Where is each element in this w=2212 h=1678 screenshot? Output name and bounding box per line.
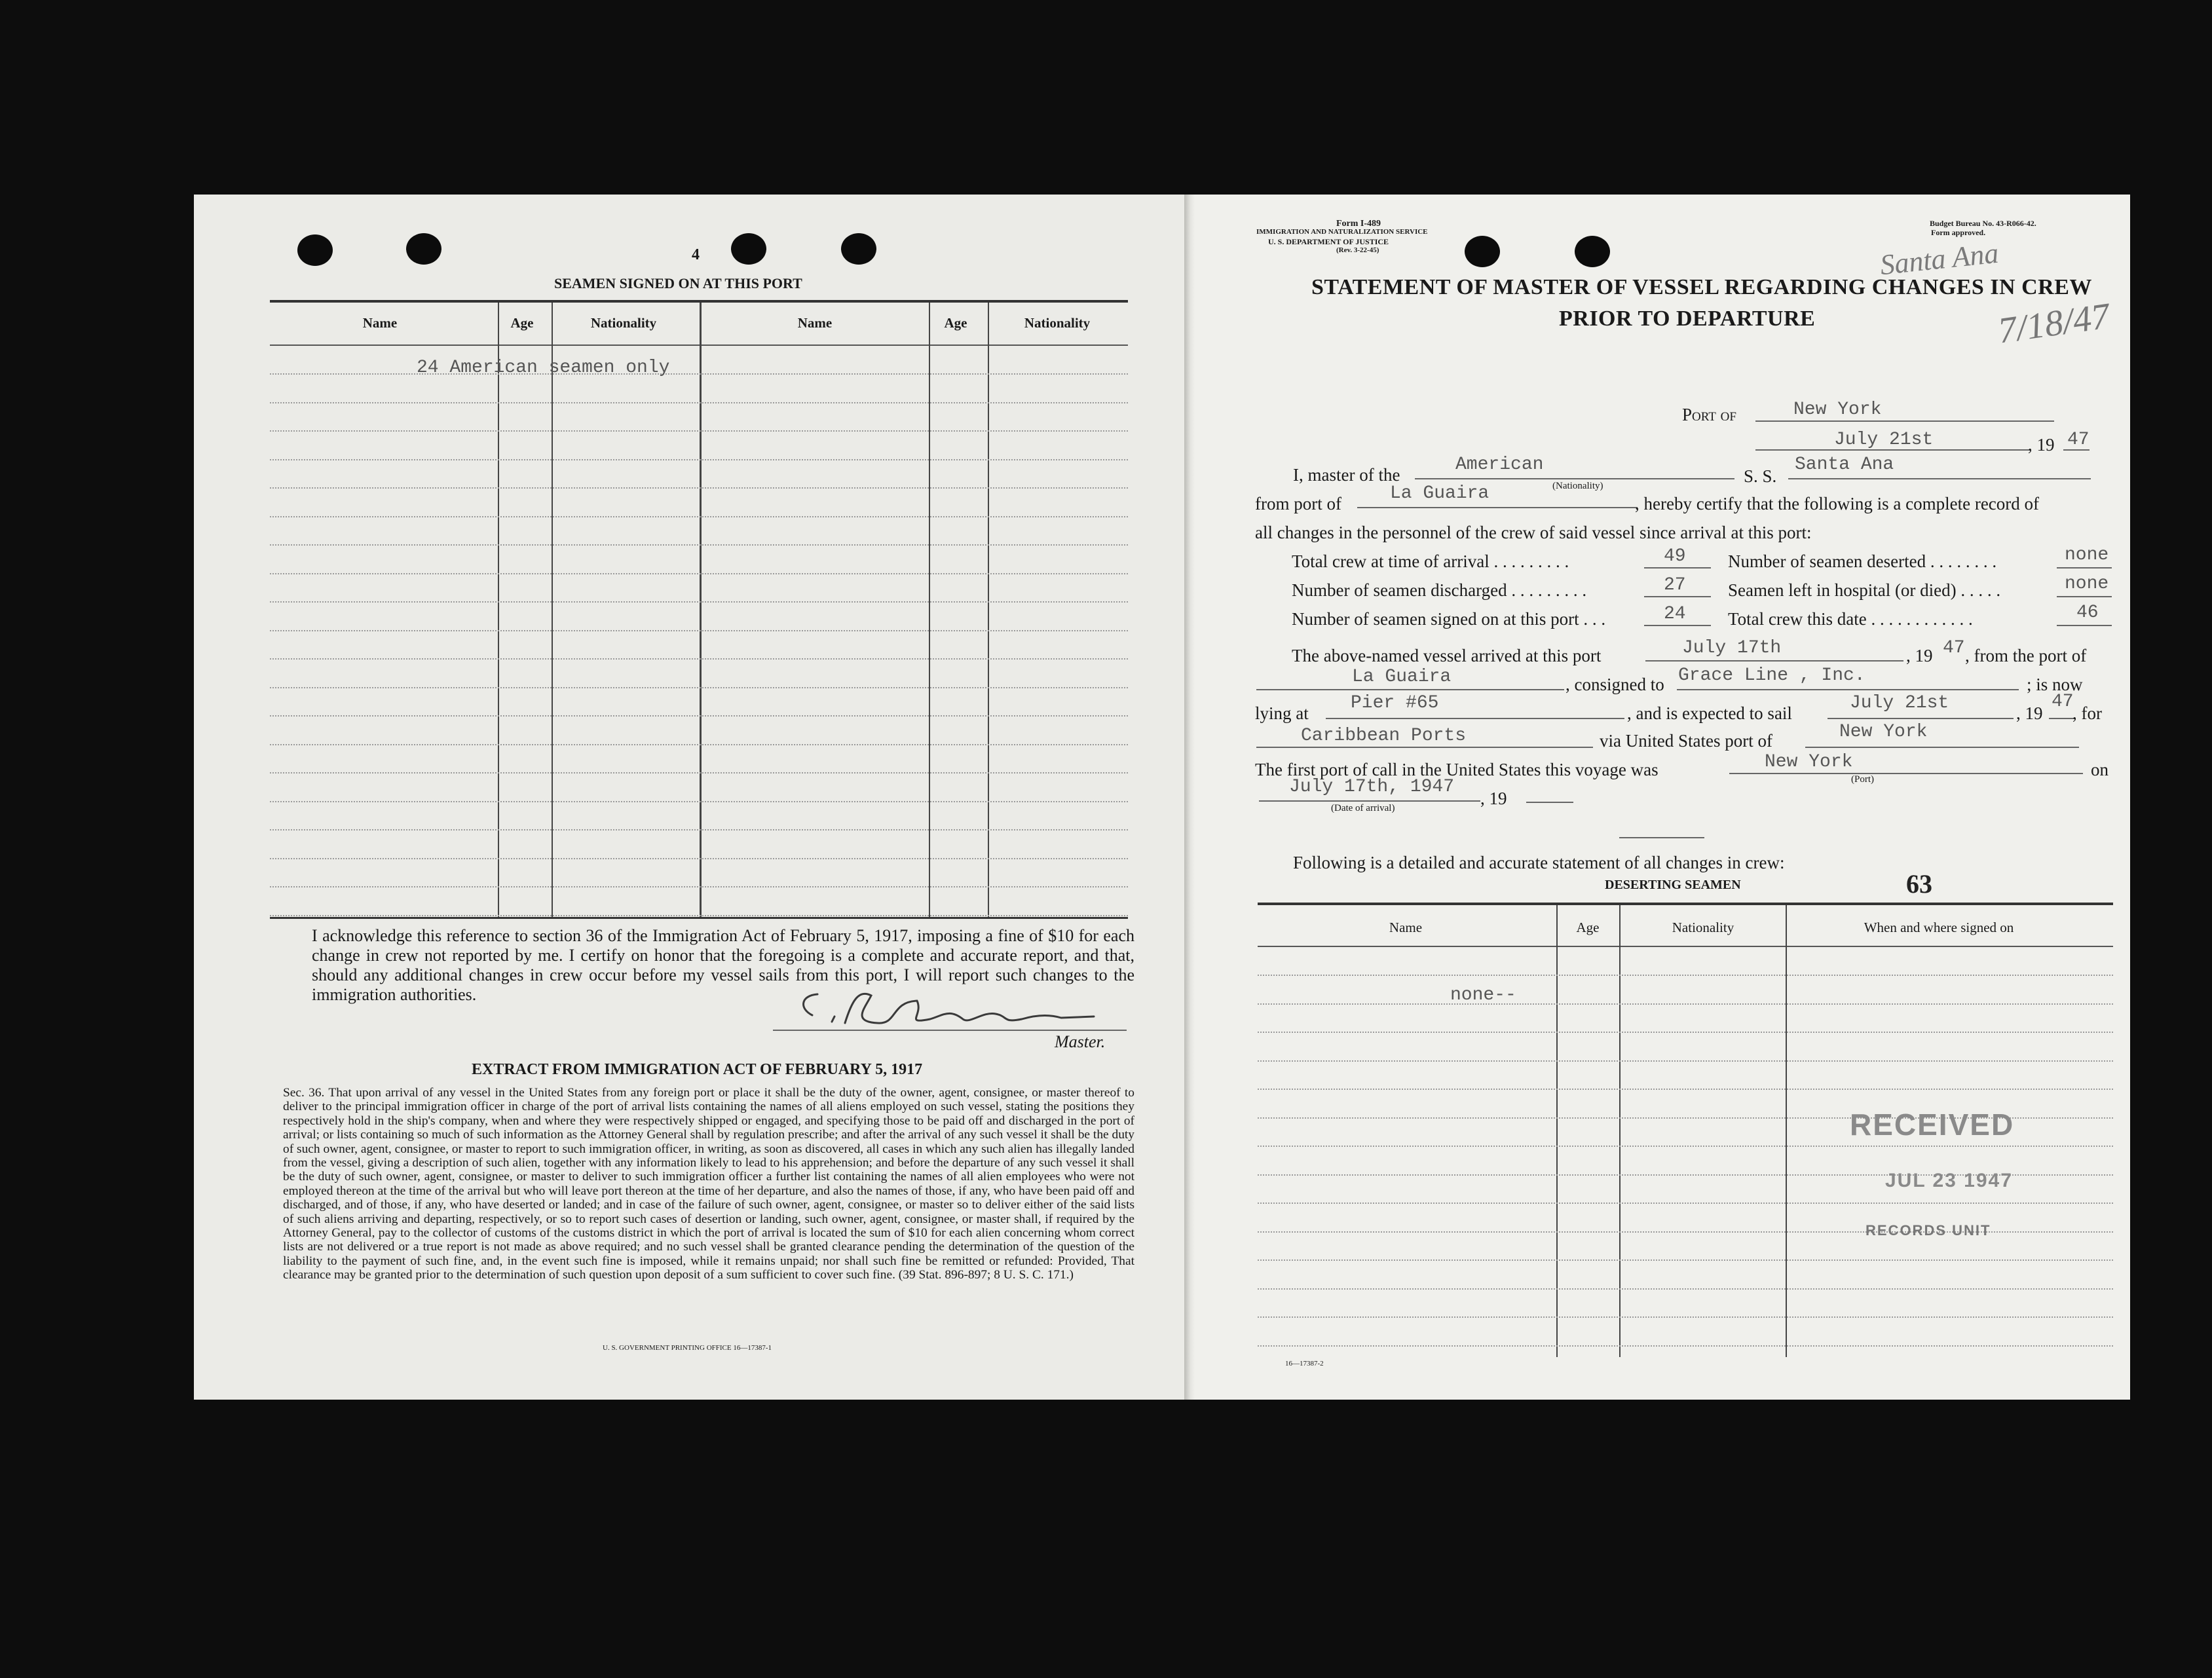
nationality-caption: (Nationality): [1552, 481, 1603, 491]
deserting-col-name: Name: [1389, 920, 1423, 935]
arrived-year-prefix: , 19: [1906, 646, 1933, 665]
following-text: Following is a detailed and accurate statement of all changes in crew:: [1293, 853, 1785, 872]
sail-year-underline: [2049, 718, 2075, 719]
deserting-row-line: [1258, 1089, 2113, 1090]
deserting-row-line: [1258, 1316, 2113, 1318]
first-port-underline: [1729, 773, 2083, 774]
col-divider: [498, 303, 499, 918]
nationality-value: American: [1455, 455, 1544, 475]
punch-hole: [1465, 236, 1500, 267]
right-page: [1190, 195, 2130, 1400]
table-row-line: [270, 487, 1128, 489]
is-now-label: ; is now: [2027, 675, 2083, 694]
table-row-line: [270, 573, 1128, 574]
via-underline: [1805, 747, 2079, 748]
signature-line: [773, 1030, 1127, 1031]
col-divider: [929, 303, 930, 918]
deserting-row-line: [1258, 1032, 2113, 1033]
form-title-line-2: PRIOR TO DEPARTURE: [1559, 307, 1816, 331]
budget-line-2: Form approved.: [1931, 228, 1986, 237]
separator-rule: [1619, 837, 1704, 838]
master-label: Master.: [1055, 1032, 1106, 1051]
stat-underline: [1644, 596, 1711, 597]
from-port-label: from port of: [1255, 494, 1341, 513]
discharged-value: 27: [1664, 575, 1686, 595]
deserting-row-line: [1258, 975, 2113, 976]
table-row-line: [270, 544, 1128, 546]
deserting-entry: none--: [1450, 985, 1516, 1005]
hospital-value: none: [2065, 574, 2109, 594]
acknowledgment-text: I acknowledge this reference to section 36 of the Immigration Act of February 5, 1917, imposing a fine of $10 for each change in crew not reported by me. I certify on honor that the foregoing is a complete and accurate report, and that, should any additional changes in crew occur before my vessel sails from this port, I will report such changes to the immigration authorities.: [312, 926, 1134, 1004]
table-row-line: [270, 772, 1128, 774]
page-number: 4: [692, 246, 700, 263]
table-row-line: [270, 915, 1128, 916]
signed-on-entry: 24 American seamen only: [417, 358, 670, 378]
sail-underline: [1828, 718, 2014, 719]
stat-underline: [2057, 567, 2112, 569]
for-label: , for: [2072, 703, 2102, 723]
table-row-line: [270, 459, 1128, 460]
pier-value: Pier #65: [1351, 693, 1439, 713]
total-arrival-value: 49: [1664, 546, 1686, 567]
section-title: SEAMEN SIGNED ON AT THIS PORT: [554, 275, 802, 291]
deserting-row-line: [1258, 1146, 2113, 1147]
col-header-age: Age: [510, 315, 534, 331]
total-arrival-label: Total crew at time of arrival . . . . . . . . .: [1292, 551, 1569, 571]
port-underline: [1755, 420, 2054, 422]
arrived-from-value: La Guaira: [1352, 667, 1452, 687]
punch-hole: [731, 233, 766, 265]
deserted-label: Number of seamen deserted . . . . . . . .: [1728, 551, 1997, 571]
col-header-name-2: Name: [797, 315, 833, 331]
nationality-underline: [1415, 478, 1734, 479]
total-date-value: 46: [2076, 603, 2099, 623]
port-caption: (Port): [1851, 774, 1874, 785]
table-row-line: [270, 715, 1128, 717]
sail-year-prefix: , 19: [2016, 703, 2043, 723]
table-bottom-rule: [270, 917, 1128, 919]
col-header-name: Name: [362, 315, 398, 331]
table-row-line: [270, 829, 1128, 830]
destination-underline: [1256, 747, 1593, 748]
total-date-label: Total crew this date . . . . . . . . . . . .: [1728, 609, 1973, 629]
pier-underline: [1326, 718, 1624, 719]
arrived-from-underline: [1256, 689, 1564, 690]
consigned-label: , consigned to: [1565, 675, 1664, 694]
budget-line-1: Budget Bureau No. 43-R066-42.: [1930, 219, 2036, 228]
handwritten-number: 63: [1906, 869, 1932, 899]
col-divider: [552, 303, 553, 918]
year-prefix: , 19: [2028, 435, 2055, 455]
table-row-line: [270, 858, 1128, 859]
col-header-nationality-2: Nationality: [1024, 315, 1091, 331]
arrived-date: July 17th: [1682, 638, 1782, 658]
deserting-title: DESERTING SEAMEN: [1605, 878, 1741, 892]
page-gutter: [1184, 195, 1195, 1400]
table-row-line: [270, 658, 1128, 660]
destination-value: Caribbean Ports: [1301, 726, 1467, 746]
right-footer-code: 16—17387-2: [1285, 1360, 1324, 1368]
table-row-line: [270, 516, 1128, 517]
deserting-row-line: [1258, 1345, 2113, 1347]
agency-line-1: IMMIGRATION AND NATURALIZATION SERVICE: [1256, 228, 1428, 236]
revision: (Rev. 3-22-45): [1336, 246, 1379, 254]
extract-text: Sec. 36. That upon arrival of any vessel in the United States from any foreign port or place it shall be the duty of the owner, agent, consignee, or master thereof to deliver to the principal immigration officer in charge of the port of arrival lists containing the names of all aliens employed on such vessel, stating the positions they respectively hold in the ship's company, when and where they were respectively shipped or engaged, and specifying those to be paid off and discharged in the port of arrival; or lists containing so much of such information as the Attorney General shall by regulation prescribe; and after the arrival of any such vessel it shall be the duty of such owner, agent, consignee, or master to report to such immigration officer, in writing, as soon as discovered, all cases in which any such alien has illegally landed from the vessel, giving a description of such alien, together with any information likely to lead to his apprehension; and before the departure of any such vessel it shall be the duty of such owner, agent, consignee, or master to deliver to such immigration officer a further list containing the names of all alien employees who were not employed thereon at the time of the arrival but who will leave port thereon at the time of her departure, and also the names of those, if any, who have been paid off and discharged, and of those, if any, who have deserted or landed; and in case of the failure of such owner, agent, consignee, or master so to deliver either of the said lists of such aliens arriving and departing, respectively, or so to report such cases of desertion or landing, such owner, agent, consignee, or master shall, if required by the Attorney General, pay to the collector of customs of the customs district in which the port of arrival is located the sum of $10 for each alien concerning whom correct lists are not delivered or a true report is not made as above required; and no such vessel shall be granted clearance pending the determination of the question of the liability to the payment of such fine, and, in the event such fine is imposed, while it remains unpaid; nor shall such fine be remitted or refunded: Provided, That clearance may be granted prior to the determination of such question upon deposit of a sum sufficient to cover such fine. (39 Stat. 896-897; 8 U. S. C. 171.): [283, 1086, 1134, 1282]
sail-year: 47: [2052, 692, 2074, 712]
master-of-label: I, master of the: [1293, 465, 1400, 485]
deserting-col-signed-on: When and where signed on: [1864, 920, 2014, 935]
punch-hole: [1575, 236, 1610, 267]
deserting-top-rule: [1258, 903, 2113, 905]
header-rule: [270, 345, 1128, 346]
deserting-row-line: [1258, 1003, 2113, 1005]
sail-date: July 21st: [1850, 693, 1949, 713]
arrival-date-value: July 17th, 1947: [1289, 777, 1455, 797]
changes-text: all changes in the personnel of the crew of said vessel since arrival at this port:: [1255, 523, 1812, 542]
agency-line-2: U. S. DEPARTMENT OF JUSTICE: [1268, 237, 1389, 246]
certify-text: , hereby certify that the following is a complete record of: [1635, 494, 2040, 513]
hospital-label: Seamen left in hospital (or died) . . . . .: [1728, 580, 2001, 600]
stat-underline: [2057, 596, 2112, 597]
date-underline: [1755, 449, 2029, 451]
master-signature-drawing: [786, 982, 1100, 1041]
from-the-port-label: , from the port of: [1965, 646, 2087, 665]
consignee-value: Grace Line , Inc.: [1678, 665, 1865, 686]
arrived-underline: [1645, 660, 1903, 662]
received-stamp-unit: RECORDS UNIT: [1865, 1222, 1991, 1239]
signed-on-value: 24: [1664, 604, 1686, 624]
arrived-year: 47: [1943, 638, 1965, 658]
table-row-line: [270, 373, 1128, 375]
deserted-value: none: [2065, 545, 2109, 565]
col-header-nationality: Nationality: [590, 315, 657, 331]
expected-label: , and is expected to sail: [1627, 703, 1792, 723]
deserting-row-line: [1258, 1259, 2113, 1261]
first-port-label: The first port of call in the United States this voyage was: [1255, 760, 1659, 779]
first-port-value: New York: [1765, 752, 1853, 772]
nineteen-underline: [1526, 802, 1573, 803]
ship-underline: [1788, 478, 2091, 479]
year-underline: [2063, 449, 2090, 451]
deserting-col-nationality: Nationality: [1672, 920, 1734, 935]
from-port-underline: [1357, 507, 1638, 508]
consignee-underline: [1677, 689, 2019, 690]
deserting-col-age: Age: [1576, 920, 1600, 935]
form-number: Form I-489: [1336, 219, 1381, 229]
table-top-rule: [270, 300, 1128, 303]
year-value: 47: [2067, 430, 2090, 450]
table-row-line: [270, 601, 1128, 603]
table-row-line: [270, 744, 1128, 745]
table-row-line: [270, 430, 1128, 432]
ss-label: S. S.: [1744, 466, 1777, 486]
deserting-row-line: [1258, 1203, 2113, 1204]
table-row-line: [270, 630, 1128, 631]
stat-underline: [1644, 567, 1711, 569]
handwritten-ship-name: Santa Ana: [1878, 236, 2000, 282]
table-row-line: [270, 801, 1128, 802]
deserting-row-line: [1258, 1288, 2113, 1290]
nineteen-label: , 19: [1480, 789, 1507, 808]
stat-underline: [1644, 625, 1711, 626]
handwritten-date: 7/18/47: [1995, 295, 2112, 352]
arrived-label: The above-named vessel arrived at this port: [1292, 646, 1602, 665]
form-title-line-1: STATEMENT OF MASTER OF VESSEL REGARDING CHANGES IN CREW: [1311, 275, 2092, 299]
port-label: Port of: [1682, 405, 1736, 424]
printer-footer: U. S. GOVERNMENT PRINTING OFFICE 16—17387-1: [603, 1344, 772, 1352]
col-divider: [988, 303, 989, 918]
deserting-header-rule: [1258, 946, 2113, 947]
via-label: via United States port of: [1600, 731, 1772, 751]
date-value: July 21st: [1834, 430, 1934, 450]
table-row-line: [270, 687, 1128, 688]
ship-value: Santa Ana: [1795, 455, 1894, 475]
port-value: New York: [1793, 400, 1882, 420]
received-stamp-date: JUL 23 1947: [1885, 1170, 2013, 1191]
arrival-date-underline: [1259, 800, 1480, 802]
table-row-line: [270, 886, 1128, 887]
col-divider: [700, 303, 702, 918]
lying-at-label: lying at: [1255, 703, 1309, 723]
received-stamp: RECEIVED: [1850, 1108, 2015, 1142]
stat-underline: [2057, 625, 2112, 626]
via-port: New York: [1839, 722, 1928, 742]
from-port-value: La Guaira: [1390, 483, 1490, 504]
punch-hole: [406, 233, 441, 265]
punch-hole: [841, 233, 876, 265]
punch-hole: [297, 234, 333, 266]
date-of-arrival-caption: (Date of arrival): [1331, 803, 1395, 813]
col-header-age-2: Age: [944, 315, 967, 331]
table-row-line: [270, 402, 1128, 403]
signed-on-label: Number of seamen signed on at this port . . .: [1292, 609, 1606, 629]
discharged-label: Number of seamen discharged . . . . . . . . .: [1292, 580, 1587, 600]
on-label: on: [2091, 760, 2109, 779]
extract-title: EXTRACT FROM IMMIGRATION ACT OF FEBRUARY 5, 1917: [472, 1061, 923, 1078]
deserting-row-line: [1258, 1060, 2113, 1062]
